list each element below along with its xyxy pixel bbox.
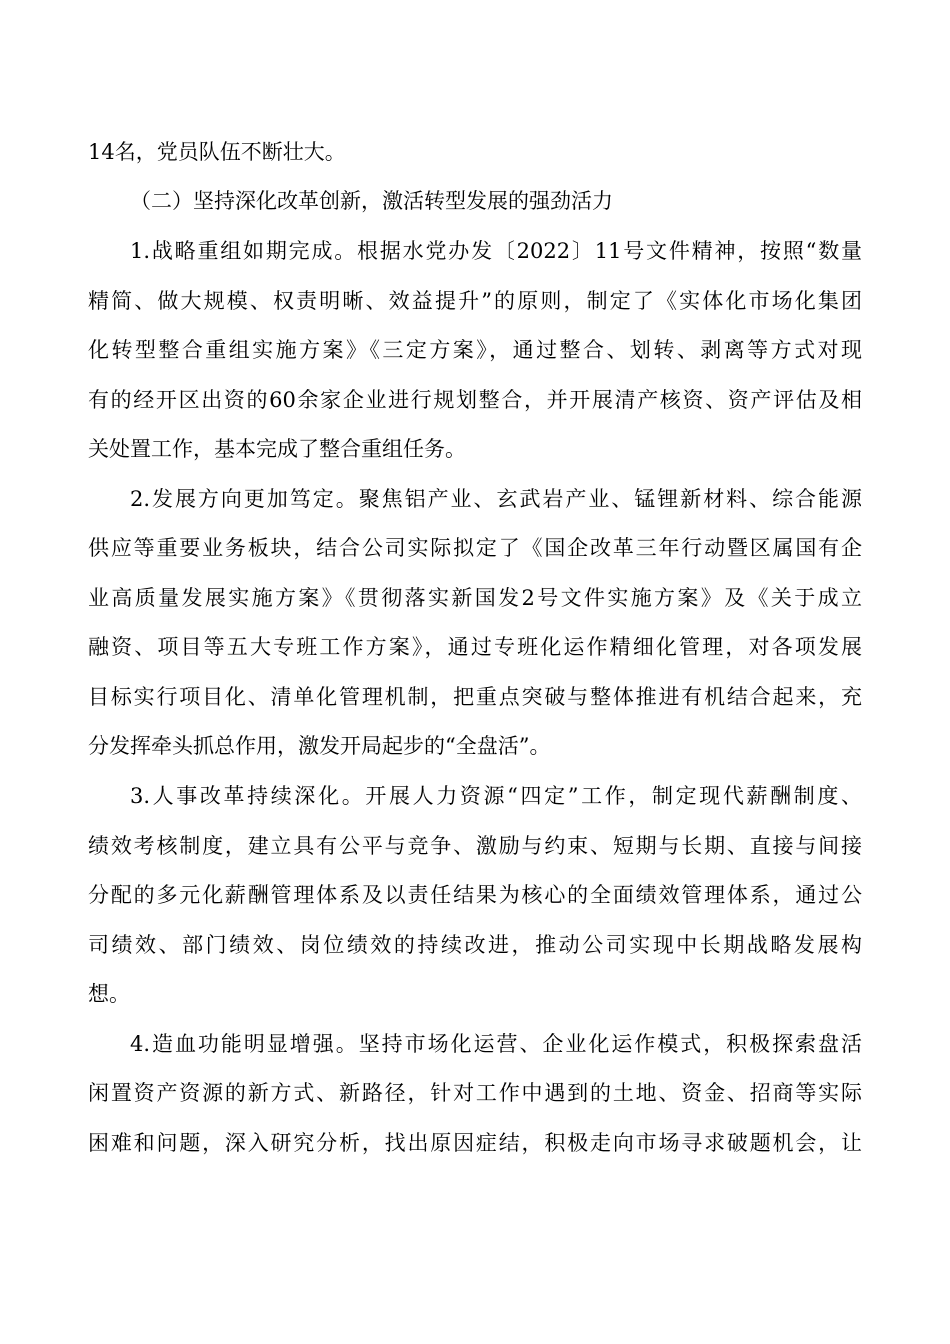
paragraph-line: 1.战略重组如期完成。根据水党办发〔2022〕11号文件精神，按照“数量 <box>130 239 862 263</box>
paragraph-line: 精简、做大规模、权责明晰、效益提升”的原则，制定了《实体化市场化集团 <box>88 289 862 313</box>
section-heading: （二）坚持深化改革创新，激活转型发展的强劲活力 <box>130 189 613 213</box>
paragraph-line: 3.人事改革持续深化。开展人力资源“四定”工作，制定现代薪酬制度、 <box>130 784 862 808</box>
paragraph-line: 有的经开区出资的60余家企业进行规划整合，并开展清产核资、资产评估及相 <box>88 388 862 412</box>
paragraph-line: 困难和问题，深入研究分析，找出原因症结，积极走向市场寻求破题机会，让 <box>88 1131 862 1155</box>
paragraph-line: 4.造血功能明显增强。坚持市场化运营、企业化运作模式，积极探索盘活 <box>130 1032 862 1056</box>
paragraph-line: 2.发展方向更加笃定。聚焦铝产业、玄武岩产业、锰锂新材料、综合能源 <box>130 487 862 511</box>
paragraph-line: 融资、项目等五大专班工作方案》，通过专班化运作精细化管理，对各项发展 <box>88 635 862 659</box>
paragraph-line: 分发挥牵头抓总作用，激发开局起步的“全盘活”。 <box>88 734 551 758</box>
paragraph-line: 司绩效、部门绩效、岗位绩效的持续改进，推动公司实现中长期战略发展构 <box>88 933 862 957</box>
paragraph-line: 目标实行项目化、清单化管理机制，把重点突破与整体推进有机结合起来，充 <box>88 685 862 709</box>
paragraph-line: 供应等重要业务板块，结合公司实际拟定了《国企改革三年行动暨区属国有企 <box>88 536 862 560</box>
paragraph-line: 想。 <box>88 982 130 1006</box>
paragraph-line: 闲置资产资源的新方式、新路径，针对工作中遇到的土地、资金、招商等实际 <box>88 1081 862 1105</box>
paragraph-line: 绩效考核制度，建立具有公平与竞争、激励与约束、短期与长期、直接与间接 <box>88 834 862 858</box>
paragraph-line: 业高质量发展实施方案》《贯彻落实新国发2号文件实施方案》及《关于成立 <box>88 586 862 610</box>
paragraph-line: 化转型整合重组实施方案》《三定方案》，通过整合、划转、剥离等方式对现 <box>88 338 862 362</box>
paragraph-line: 关处置工作，基本完成了整合重组任务。 <box>88 437 466 461</box>
text-line: 14名，党员队伍不断壮大。 <box>88 140 346 164</box>
paragraph-line: 分配的多元化薪酬管理体系及以责任结果为核心的全面绩效管理体系，通过公 <box>88 883 862 907</box>
